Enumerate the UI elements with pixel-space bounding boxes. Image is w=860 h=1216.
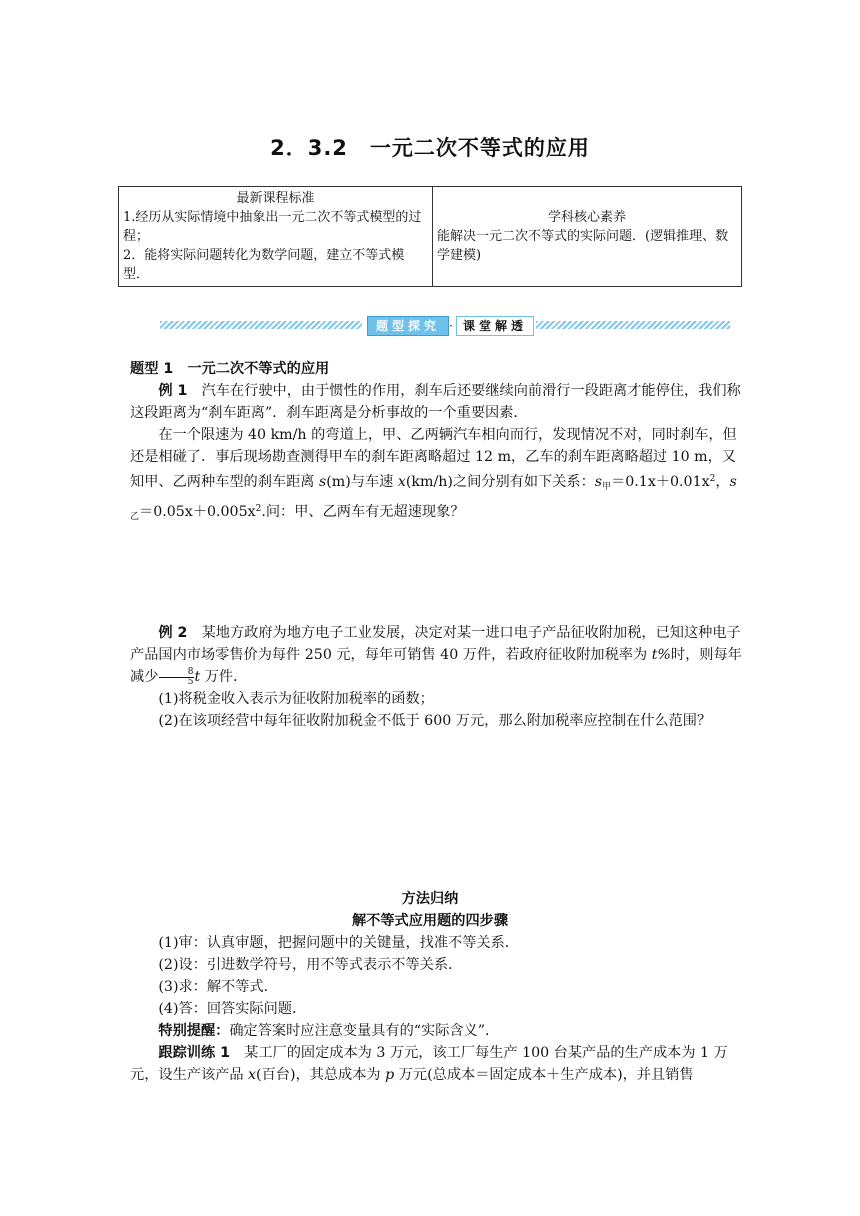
method-subheading: 解不等式应用题的四步骤 bbox=[351, 913, 509, 929]
banner-stripe-left bbox=[160, 321, 362, 329]
curriculum-table bbox=[118, 186, 742, 287]
curriculum-standards-cell bbox=[119, 187, 433, 287]
standards-item-1: 1.经历从实际情境中抽象出一元二次不等式模型的过程； bbox=[123, 210, 422, 244]
standards-item-2: 2．能将实际问题转化为数学问题，建立不等式模型． bbox=[123, 248, 405, 282]
example-2-question-1: (1)将税金收入表示为征收附加税率的函数； bbox=[158, 691, 434, 707]
example-2-label: 例 2 bbox=[158, 625, 188, 641]
example-1-paragraph-1: 例 1 汽车在行驶中，由于惯性的作用，刹车后还要继续向前滑行一段距离才能停住，我们称这段距离为“刹车距离”．刹车距离是分析事故的一个重要因素． bbox=[130, 383, 741, 421]
standards-header: 最新课程标准 bbox=[236, 191, 315, 206]
banner-dot: · bbox=[449, 319, 453, 333]
method-step-3: (3)求：解不等式． bbox=[158, 979, 278, 995]
method-step-4: (4)答：回答实际问题． bbox=[158, 1001, 307, 1017]
method-step-1: (1)审：认真审题，把握问题中的关键量，找准不等关系． bbox=[158, 935, 519, 951]
page-title: 2．3.2 一元二次不等式的应用 bbox=[270, 136, 590, 160]
example-2-paragraph: 例 2 某地方政府为地方电子工业发展，决定对某一进口电子产品征收附加税，已知这种电子产品国内市场零售价为每件 250 元，每年可销售 40 万件，若政府征收附加税率为 t%时，则每年减少 $\frac{8}{5}$ t 万件． bbox=[130, 625, 742, 687]
example-2-question-2: (2)在该项经营中每年征收附加税金不低于 600 万元，那么附加税率应控制在什么范围？ bbox=[158, 713, 712, 729]
section-heading: 题型 1 一元二次不等式的应用 bbox=[130, 361, 330, 377]
section-banner bbox=[160, 316, 730, 336]
core-literacy-header: 学科核心素养 bbox=[547, 210, 626, 225]
training-paragraph: 跟踪训练 1 某工厂的固定成本为 3 万元，该工厂每生产 100 台某产品的生产成本为 1 万元，设生产该产品 x(百台)，其总成本为 p 万元(总成本＝固定成本＋生产成本)，并且销售 bbox=[130, 1045, 728, 1083]
banner-stripe-right bbox=[536, 321, 730, 329]
banner-tag-explore: 题型探究 bbox=[367, 316, 449, 336]
core-literacy-cell bbox=[433, 187, 742, 287]
banner-tag-class: 课堂解透 bbox=[456, 316, 534, 336]
fraction-8-5: $\frac{8}{5}$ bbox=[159, 668, 193, 687]
special-tip: 特别提醒：确定答案时应注意变量具有的“实际含义”． bbox=[158, 1023, 500, 1039]
method-step-2: (2)设：引进数学符号，用不等式表示不等关系． bbox=[158, 957, 463, 973]
core-literacy-body: 能解决一元二次不等式的实际问题．(逻辑推理、数学建模) bbox=[437, 229, 729, 263]
method-heading: 方法归纳 bbox=[401, 891, 459, 907]
training-label: 跟踪训练 1 bbox=[158, 1045, 230, 1061]
example-1-paragraph-2: 在一个限速为 40 km/h 的弯道上，甲、乙两辆汽车相向而行，发现情况不对，同时刹车，但还是相碰了．事后现场勘查测得甲车的刹车距离略超过 12 m，乙车的刹车距离略超过 10 m，又知甲、乙两种车型的刹车距离 s(m)与车速 x(km/h)之间分别有如下关系：$s_甲=0.1x+0.01x^2$，$s_乙=0.05x+0.005x^2$.问：甲、乙两车有无超速现象？ bbox=[130, 427, 737, 522]
example-1-label: 例 1 bbox=[158, 383, 188, 399]
